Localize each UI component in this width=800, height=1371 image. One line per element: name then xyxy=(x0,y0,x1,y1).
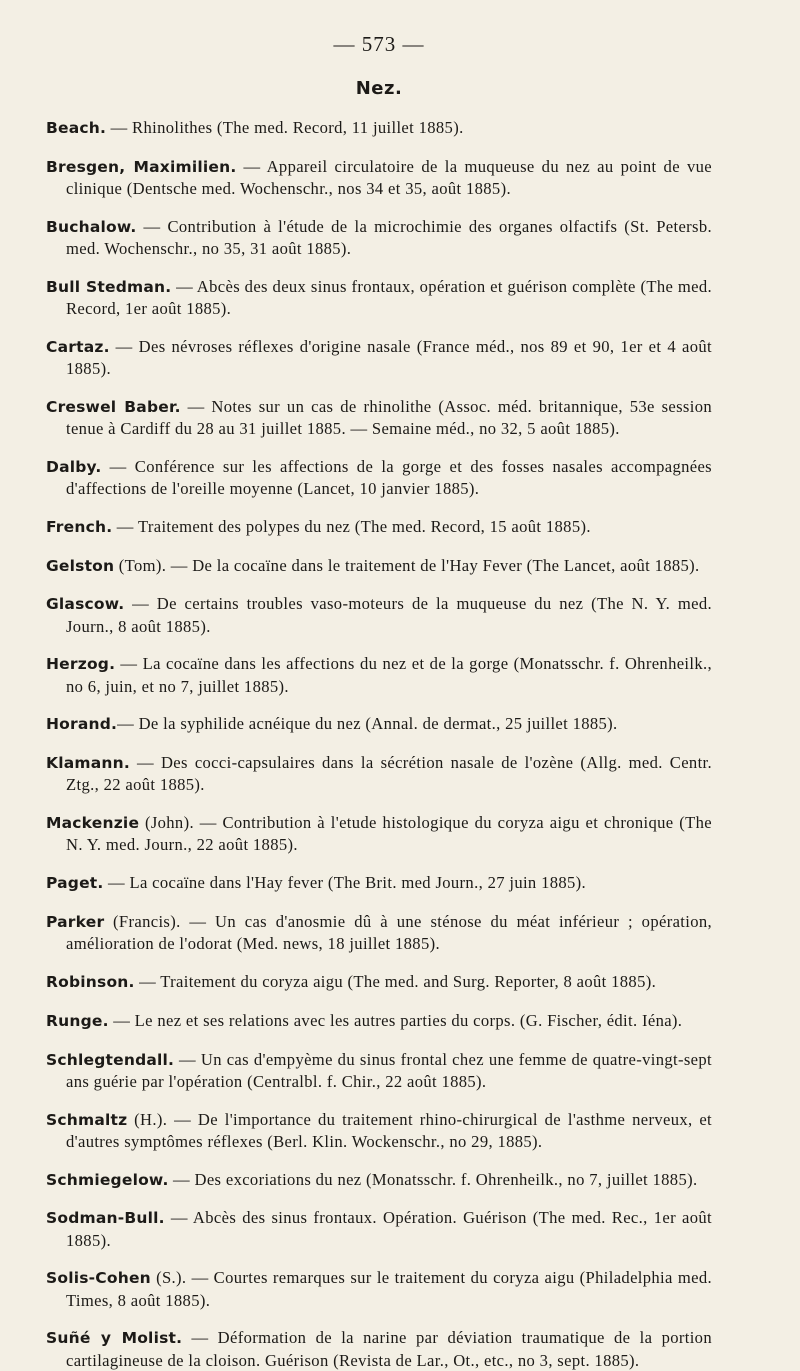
section-title: Nez. xyxy=(355,78,403,99)
entry-author: Robinson. xyxy=(46,972,135,991)
entry-author: Schlegtendall. xyxy=(46,1050,175,1069)
bibliography-entry xyxy=(46,812,712,855)
entry-author: Buchalow. xyxy=(46,217,137,236)
entry-author: Bull Stedman. xyxy=(46,277,172,296)
entry-text: — Des excoriations du nez (Monatsschr. f. Ohrenheilk., no 7, juillet 1885). xyxy=(168,1169,698,1189)
entry-author: Beach. xyxy=(46,119,107,137)
entry-author: Paget. xyxy=(46,874,104,893)
bibliography-entry xyxy=(46,713,712,735)
entry-author: Schmaltz xyxy=(46,1110,128,1129)
entry-text: (John). — Contribution à l'etude histologique du coryza aigu et chronique (The N. Y. med. Journ., 22 août 1885). xyxy=(66,813,712,855)
bibliography-entry xyxy=(46,593,712,636)
bibliography-entry xyxy=(46,971,712,993)
entry-author: Mackenzie xyxy=(46,814,140,833)
entry-text: — Des cocci-capsulaires dans la sécrétion nasale de l'ozène (Allg. med. Centr. Ztg., 22 août 1885). xyxy=(66,753,712,795)
page-number: — 573 — xyxy=(333,32,425,56)
entry-text: — Contribution à l'étude de la microchimie des organes olfactifs (St. Petersb. med. Wochenschr., no 35, 31 août 1885). xyxy=(66,216,712,258)
entry-text: — Traitement du coryza aigu (The med. and Surg. Reporter, 8 août 1885). xyxy=(134,971,657,991)
bibliography-entry xyxy=(46,872,712,894)
entry-text: — Déformation de la narine par déviation traumatique de la portion cartilagineuse de la cloison. Guérison (Revista de Lar., Ot., etc., no 3, sept. 1885). xyxy=(66,1328,712,1370)
entry-author: Dalby. xyxy=(46,457,102,476)
entry-text: — Un cas d'empyème du sinus frontal chez une femme de quatre-vingt-sept ans guérie par l'opération (Centralbl. f. Chir., 22 août 1885). xyxy=(66,1049,712,1091)
bibliography-entry xyxy=(46,1267,712,1310)
bibliography-entry xyxy=(46,911,712,954)
entry-author: Gelston xyxy=(46,556,115,575)
entry-author: Solis-Cohen xyxy=(46,1269,151,1288)
entry-author: Glascow. xyxy=(46,595,125,614)
entry-text: — Des névroses réflexes d'origine nasale (France méd., nos 89 et 90, 1er et 4 août 1885). xyxy=(66,336,712,378)
bibliography-entry xyxy=(46,396,712,439)
bibliography-entry xyxy=(46,1109,712,1152)
entry-text: — La cocaïne dans l'Hay fever (The Brit. med Journ., 27 juin 1885). xyxy=(103,873,587,893)
bibliography-entry xyxy=(46,555,712,577)
bibliography-entry xyxy=(46,1327,712,1370)
bibliography-entry xyxy=(46,516,712,538)
entry-author: Runge. xyxy=(46,1011,109,1030)
entry-text: — Abcès des sinus frontaux. Opération. Guérison (The med. Rec., 1er août 1885). xyxy=(66,1208,712,1250)
bibliography-entry xyxy=(46,752,712,795)
entry-text: — Notes sur un cas de rhinolithe (Assoc. méd. britannique, 53e session tenue à Cardiff du 28 au 31 juillet 1885. — Semaine méd., no 32, 5 août 1885). xyxy=(66,396,712,438)
bibliography-entry xyxy=(46,117,712,139)
entry-author: Horand. xyxy=(46,715,118,734)
entry-text: — De la syphilide acnéique du nez (Annal. de dermat., 25 juillet 1885). xyxy=(117,714,618,734)
bibliography-entry xyxy=(46,216,712,259)
entry-text: — Abcès des deux sinus frontaux, opération et guérison complète (The med. Record, 1er août 1885). xyxy=(66,276,712,318)
entry-author: Herzog. xyxy=(46,655,116,674)
entry-text: — Conférence sur les affections de la gorge et des fosses nasales accompagnées d'affections de l'oreille moyenne (Lancet, 10 janvier 1885). xyxy=(66,456,712,498)
bibliography-entry xyxy=(46,1207,712,1250)
entry-text: — Le nez et ses relations avec les autres parties du corps. (G. Fischer, édit. Iéna). xyxy=(108,1010,683,1030)
entry-text: (S.). — Courtes remarques sur le traitement du coryza aigu (Philadelphia med. Times, 8 août 1885). xyxy=(66,1268,712,1310)
entry-text: (Tom). — De la cocaïne dans le traitement de l'Hay Fever (The Lancet, août 1885). xyxy=(114,555,700,575)
entry-author: Sodman-Bull. xyxy=(46,1209,165,1228)
entry-author: Suñé y Molist. xyxy=(46,1329,183,1348)
entry-text: (Francis). — Un cas d'anosmie dû à une sténose du méat inférieur ; opération, amélioration de l'odorat (Med. news, 18 juillet 1885). xyxy=(66,911,712,954)
entry-author: Bresgen, Maximilien. xyxy=(46,157,237,176)
entry-author: French. xyxy=(46,517,113,536)
bibliography-entry xyxy=(46,1169,712,1191)
entry-text: — Rhinolithes (The med. Record, 11 juillet 1885). xyxy=(106,118,464,137)
entry-text: — Traitement des polypes du nez (The med. Record, 15 août 1885). xyxy=(112,516,591,536)
bibliography-entry xyxy=(46,336,712,379)
bibliography-list xyxy=(46,117,712,1371)
entry-text: — Appareil circulatoire de la muqueuse du nez au point de vue clinique (Dentsche med. Wochenschr., nos 34 et 35, août 1885). xyxy=(66,156,712,198)
entry-author: Klamann. xyxy=(46,754,130,773)
entry-author: Parker xyxy=(46,912,105,931)
entry-author: Creswel Baber. xyxy=(46,397,181,416)
bibliography-entry xyxy=(46,276,712,319)
entry-author: Cartaz. xyxy=(46,337,110,356)
bibliography-entry xyxy=(46,1010,712,1032)
bibliography-entry xyxy=(46,1049,712,1092)
entry-text: — De certains troubles vaso-moteurs de la muqueuse du nez (The N. Y. med. Journ., 8 août 1885). xyxy=(66,594,712,636)
entry-text: — La cocaïne dans les affections du nez et de la gorge (Monatsschr. f. Ohrenheilk., no 6, juin, et no 7, juillet 1885). xyxy=(66,654,712,696)
bibliography-entry xyxy=(46,653,712,696)
entry-author: Schmiegelow. xyxy=(46,1170,169,1189)
bibliography-entry xyxy=(46,156,712,199)
entry-text: (H.). — De l'importance du traitement rhino-chirurgical de l'asthme nerveux, et d'autres symptômes réflexes (Berl. Klin. Wockenschr., no 29, 1885). xyxy=(66,1109,712,1151)
bibliography-entry xyxy=(46,456,712,499)
